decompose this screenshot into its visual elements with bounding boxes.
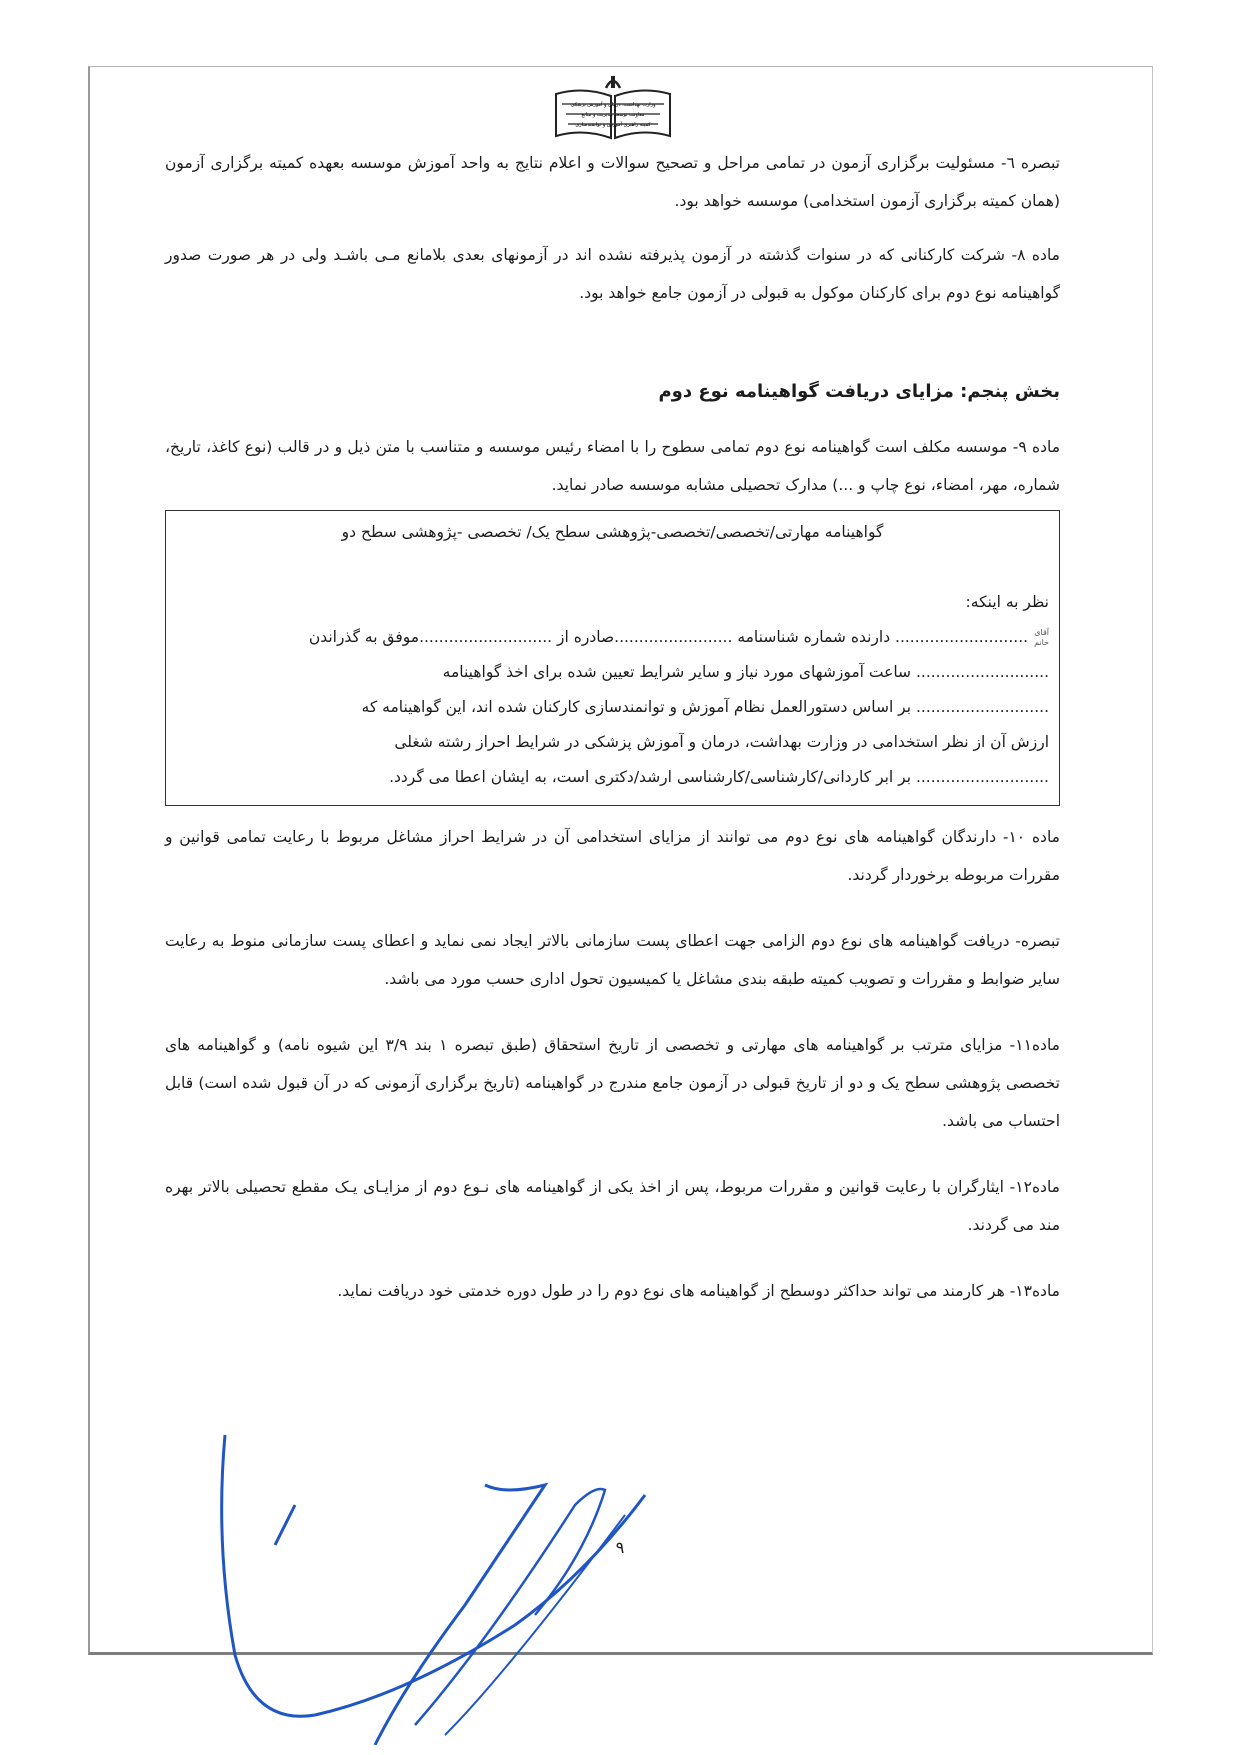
article-11: ماده١١- مزایای مترتب بر گواهینامه های مهارتی و تخصصی از تاریخ استحقاق (طبق تبصره ١ بند ٣/٩ این شیوه نامه) و گواهینامه های تخصصی پژوهشی سطح یک و دو از تاریخ قبولی در آزمون جامع مندرج در گواهینامه (تاریخ برگزاری آزمونی که در آن قبول شده است) قابل احتساب می باشد.: [165, 1036, 1060, 1130]
section-title: بخش پنجم: مزایای دریافت گواهینامه نوع دوم: [658, 381, 1060, 402]
document-body: [165, 72, 1060, 1310]
salutation: آقای خانم: [1034, 627, 1049, 647]
article-12: ماده١٢- ایثارگران با رعایت قوانین و مقررات مربوط، پس از اخذ یکی از گواهینامه های نـوع دوم از مزایـای یـک مقطع تحصیلی بالاتر بهره مند می گردند.: [165, 1178, 1060, 1234]
svg-text:وزارت بهداشت، درمان و آموزش پز: وزارت بهداشت، درمان و آموزش پزشکی: [569, 102, 656, 108]
article-10: ماده ١٠- دارندگان گواهینامه های نوع دوم می توانند از مزایای استخدامی آن در شرایط احراز مشاغل مربوط با رعایت تمامی قوانین و مقررات مربوطه برخوردار گردند.: [165, 828, 1060, 884]
certificate-line-3: ........................... بر اساس دستورالعمل نظام آموزش و توانمندسازی کارکنان شده اند، این گواهینامه که: [361, 698, 1049, 716]
page-number: ٩: [615, 1538, 625, 1557]
certificate-line-4: ارزش آن از نظر استخدامی در وزارت بهداشت، درمان و آموزش پزشکی در شرایط احراز رشته شغلی: [394, 733, 1049, 751]
note-6: تبصره ٦- مسئولیت برگزاری آزمون در تمامی مراحل و تصحیح سوالات و اعلام نتایج به واحد آموزش موسسه بعهده کمیته برگزاری آزمون (همان کمیته برگزاری آزمون استخدامی) موسسه خواهد بود.: [165, 154, 1060, 210]
certificate-template-box: [165, 510, 1060, 806]
certificate-intro: نظر به اینکه:: [965, 593, 1049, 611]
certificate-line-5: ........................... بر ابر کاردانی/کارشناسی/کارشناسی ارشد/دکتری است، به ایشان اعطا می گردد.: [389, 768, 1049, 786]
certificate-title: گواهینامه مهارتی/تخصصی/تخصصی-پژوهشی سطح یک/ تخصصی -پژوهشی سطح دو: [341, 523, 884, 541]
article-13: ماده١٣- هر کارمند می تواند حداکثر دوسطح از گواهینامه های نوع دوم را در طول دوره خدمتی خود دریافت نماید.: [337, 1282, 1060, 1300]
note-article-10: تبصره- دریافت گواهینامه های نوع دوم الزامی جهت اعطای پست سازمانی بالاتر ایجاد نمی نماید و اعطای پست سازمانی منوط به رعایت سایر ضوابط و مقررات و تصویب کمیته طبقه بندی مشاغل یا کمیسیون تحول اداری حسب مورد می باشد.: [165, 932, 1060, 988]
svg-text:کمیته راهبری آموزش و توانمندسا: کمیته راهبری آموزش و توانمندسازی: [574, 122, 651, 128]
article-9: ماده ٩- موسسه مکلف است گواهینامه نوع دوم تمامی سطوح را با امضاء رئیس موسسه و متناسب با متن ذیل و در قالب (نوع کاغذ، تاریخ، شماره، مهر، امضاء، نوع چاپ و ...) مدارک تحصیلی مشابه موسسه صادر نماید.: [165, 438, 1060, 494]
certificate-line-1: آقای خانم ........................... دارنده شماره شناسنامه ........................صادره از ...........................موفق به گذراندن: [308, 627, 1049, 647]
handwritten-signature-icon: [205, 1425, 665, 1745]
ministry-logo-icon: [548, 72, 678, 142]
svg-text:معاونت توسعه مدیریت و منابع: معاونت توسعه مدیریت و منابع: [581, 112, 644, 118]
certificate-line-2: ........................... ساعت آموزشهای مورد نیاز و سایر شرایط تعیین شده برای اخذ گواهینامه: [442, 663, 1049, 681]
article-8: ماده ٨- شرکت کارکنانی که در سنوات گذشته در آزمون پذیرفته نشده اند در آزمونهای بعدی بلامانع مـی باشـد ولی در هر صورت صدور گواهینامه نوع دوم برای کارکنان موکول به قبولی در آزمون جامع خواهد بود.: [165, 246, 1060, 302]
